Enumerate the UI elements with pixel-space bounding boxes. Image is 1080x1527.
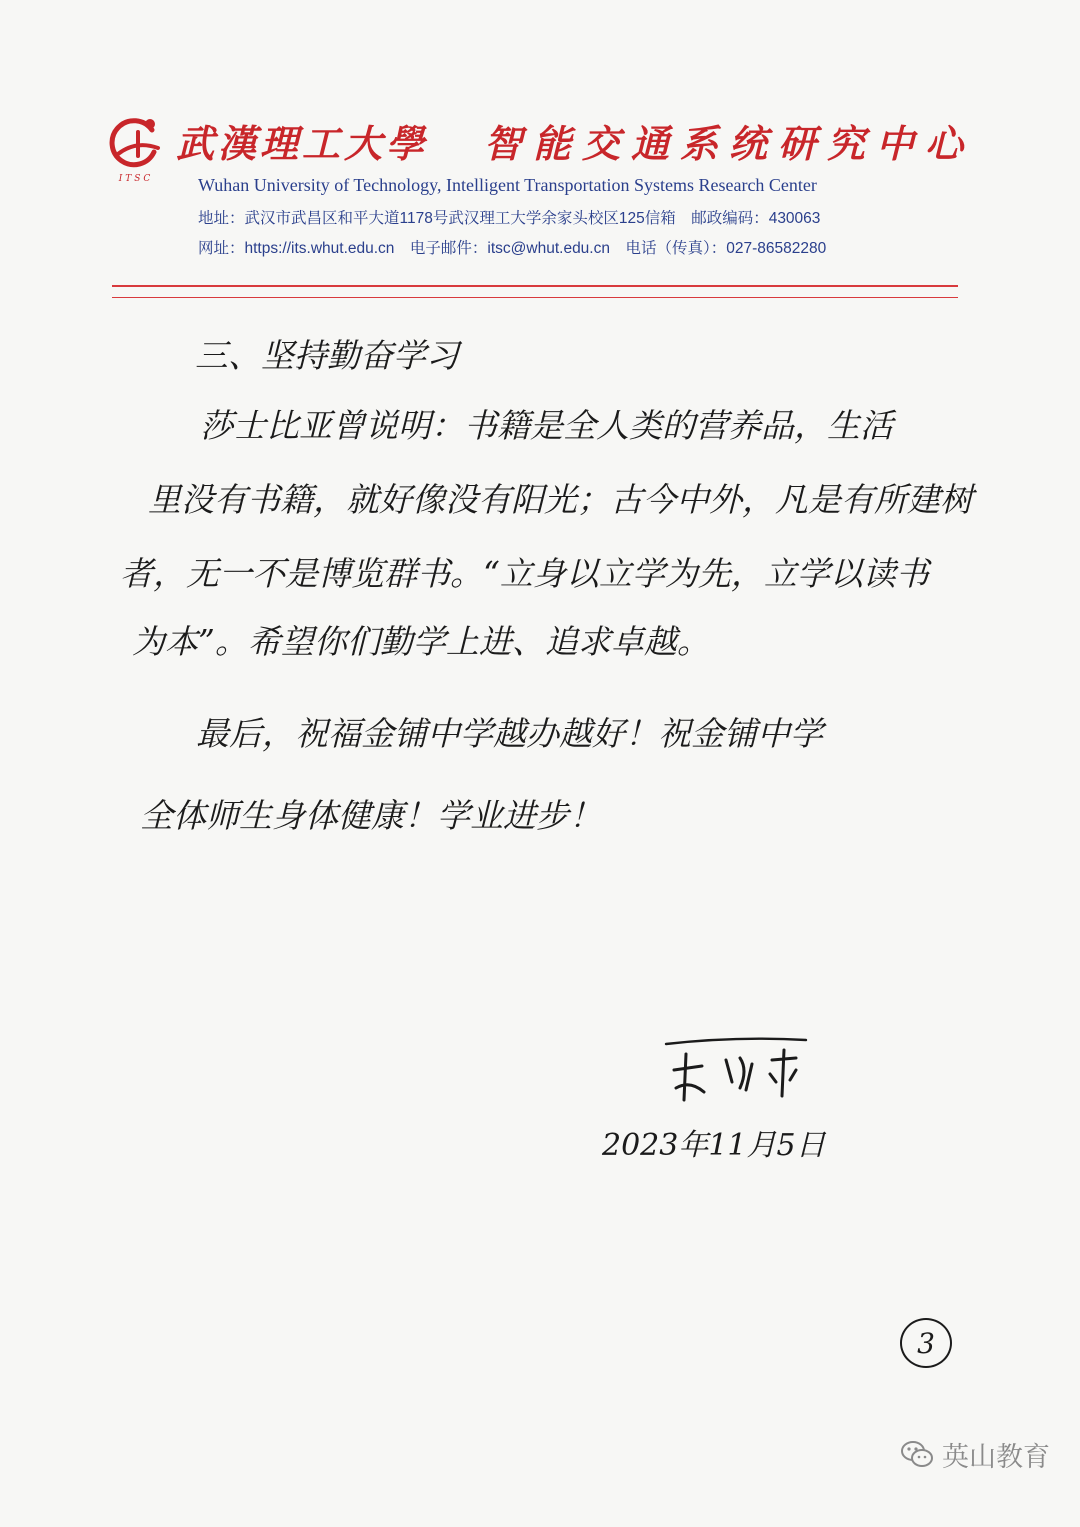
paragraph1-line: 者，无一不是博览群书。“立身以立学为先，立学以读书: [120, 554, 929, 593]
address-line: 地址：武汉市武昌区和平大道1178号武汉理工大学余家头校区125信箱 邮政编码：430063: [198, 210, 821, 227]
itsc-logo: [104, 110, 168, 188]
watermark: [900, 1434, 1050, 1474]
paragraph1-line: 为本”。希望你们勤学上进、追求卓越。: [132, 622, 710, 661]
handwritten-signature: [656, 1030, 816, 1110]
page-number: 3: [900, 1318, 952, 1368]
wechat-icon: [900, 1439, 934, 1469]
english-name: Wuhan University of Technology, Intelligent Transportation Systems Research Center: [198, 175, 817, 195]
logo-caption: ITSC: [118, 174, 154, 184]
center-name: 智能交通系统研究中心: [484, 121, 975, 166]
paragraph1-line: 莎士比亚曾说明：书籍是全人类的营养品，生活: [200, 406, 893, 445]
paragraph2-line: 全体师生身体健康！学业进步！: [140, 796, 602, 835]
paragraph1-line: 里没有书籍，就好像没有阳光；古今中外，凡是有所建树: [148, 480, 973, 519]
section-heading: 三、坚持勤奋学习: [195, 336, 459, 375]
university-name: 武漢理工大學: [176, 121, 429, 166]
contact-line: 网址：https://its.whut.edu.cn 电子邮件：itsc@whut.edu.cn 电话（传真）：027-86582280: [198, 240, 827, 257]
itsc-logo-icon: [104, 110, 168, 174]
header-rule-thin: [112, 297, 958, 298]
watermark-text: 英山教育: [942, 1441, 1050, 1473]
paragraph2-line: 最后，祝福金铺中学越办越好！祝金铺中学: [196, 714, 823, 753]
letter-date: 2023年11月5日: [602, 1128, 826, 1163]
header-rule-thick: [112, 285, 958, 287]
